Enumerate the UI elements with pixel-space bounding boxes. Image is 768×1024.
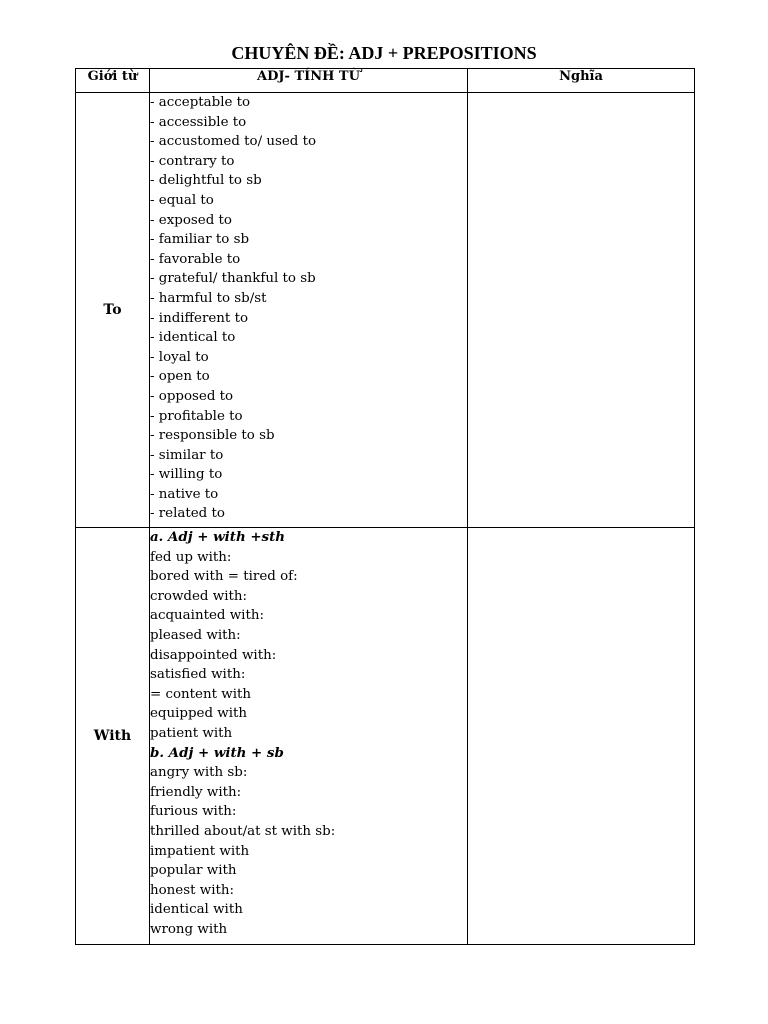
list-item: - familiar to sb xyxy=(150,232,250,248)
header-adjective: ADJ- TÍNH TỪ xyxy=(150,69,468,93)
adjective-list-cell xyxy=(150,528,468,945)
list-item: angry with sb: xyxy=(150,765,248,781)
list-item: - exposed to xyxy=(150,212,232,228)
header-meaning: Nghĩa xyxy=(468,69,695,93)
list-item: satisfied with: xyxy=(150,667,246,683)
list-item: - harmful to sb/st xyxy=(150,290,267,306)
list-item: patient with xyxy=(150,725,233,741)
list-item: - responsible to sb xyxy=(150,428,275,444)
list-item: - profitable to xyxy=(150,408,243,424)
meaning-cell xyxy=(468,93,695,528)
list-item: - identical to xyxy=(150,330,236,346)
list-item: - delightful to sb xyxy=(150,173,262,189)
list-item: - open to xyxy=(150,369,210,385)
list-item: - related to xyxy=(150,506,225,522)
list-item: - grateful/ thankful to sb xyxy=(150,271,316,287)
list-item: acquainted with: xyxy=(150,608,264,624)
list-item: wrong with xyxy=(150,921,228,937)
list-item: - willing to xyxy=(150,467,223,483)
list-item: - accessible to xyxy=(150,114,247,130)
list-item: = content with xyxy=(150,686,251,702)
table-row xyxy=(76,528,695,945)
meaning-cell xyxy=(468,528,695,945)
list-item: furious with: xyxy=(150,804,237,820)
list-item: - contrary to xyxy=(150,153,235,169)
list-item: crowded with: xyxy=(150,588,248,604)
header-preposition: Giới từ xyxy=(76,69,150,93)
adjective-list-cell xyxy=(150,93,468,528)
list-item: impatient with xyxy=(150,843,250,859)
list-item: - indifferent to xyxy=(150,310,249,326)
list-item: bored with = tired of: xyxy=(150,569,298,585)
preposition-cell: To xyxy=(76,93,150,528)
list-item: fed up with: xyxy=(150,549,232,565)
preposition-cell: With xyxy=(76,528,150,945)
list-item: pleased with: xyxy=(150,627,241,643)
list-item: - accustomed to/ used to xyxy=(150,134,317,150)
list-item: honest with: xyxy=(150,882,235,898)
list-item: friendly with: xyxy=(150,784,242,800)
page-title: CHUYÊN ĐỀ: ADJ + PREPOSITIONS xyxy=(231,43,537,63)
header-row xyxy=(76,69,695,93)
table-row xyxy=(76,93,695,528)
adj-prepositions-table xyxy=(75,68,695,945)
list-item: - acceptable to xyxy=(150,95,251,110)
subheading: a. Adj + with +sth xyxy=(150,529,286,545)
list-item: equipped with xyxy=(150,706,248,722)
list-item: - opposed to xyxy=(150,388,234,404)
list-item: - loyal to xyxy=(150,349,209,365)
list-item: thrilled about/at st with sb: xyxy=(150,823,336,839)
list-item: identical with xyxy=(150,902,243,918)
list-item: - favorable to xyxy=(150,251,241,267)
list-item: disappointed with: xyxy=(150,647,277,663)
list-item: - equal to xyxy=(150,192,214,208)
subheading: b. Adj + with + sb xyxy=(150,744,284,761)
list-item: - similar to xyxy=(150,447,224,463)
list-item: popular with xyxy=(150,863,237,879)
list-item: - native to xyxy=(150,486,219,502)
